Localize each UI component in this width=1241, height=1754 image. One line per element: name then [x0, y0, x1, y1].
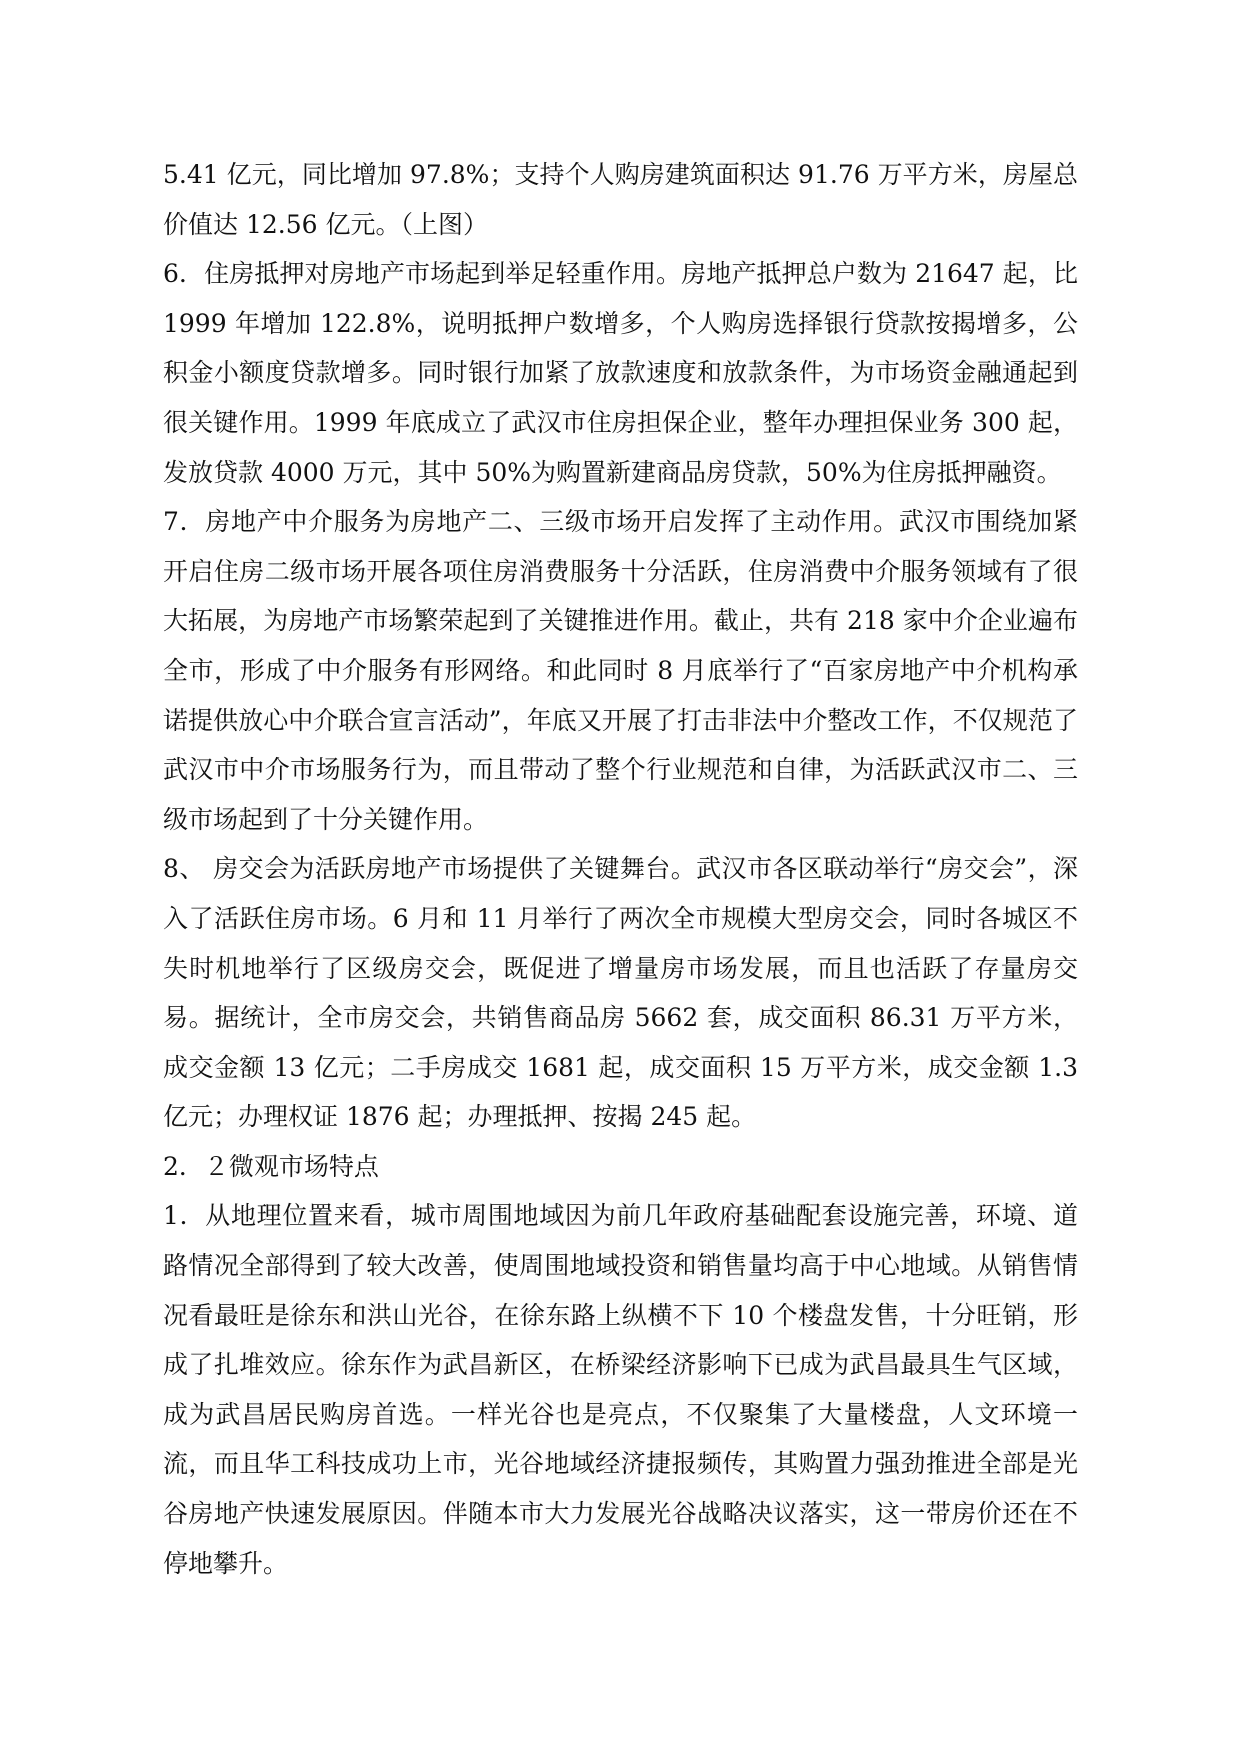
- section-heading: 2．２微观市场特点: [163, 1151, 379, 1181]
- paragraph-loan-summary: 5.41 亿元，同比增加 97.8%；支持个人购房建筑面积达 91.76 万平方米，房屋总价值达 12.56 亿元。（上图）: [163, 160, 1078, 239]
- document-page: [163, 150, 1078, 1588]
- paragraph-agency-services: 7．房地产中介服务为房地产二、三级市场开启发挥了主动作用。武汉市围绕加紧开启住房二级市场开展各项住房消费服务十分活跃，住房消费中介服务领域有了很大拓展，为房地产市场繁荣起到了关键推进作用。截止，共有 218 家中介企业遍布全市，形成了中介服务有形网络。和此同时 8 月底举行了“百家房地产中介机构承诺提供放心中介联合宣言活动”，年底又开展了打击非法中介整改工作，不仅规范了武汉市中介市场服务行为，而且带动了整个行业规范和自律，为活跃武汉市二、三级市场起到了十分关键作用。: [163, 507, 1078, 834]
- paragraph-mortgage: 6．住房抵押对房地产市场起到举足轻重作用。房地产抵押总户数为 21647 起，比 1999 年增加 122.8%，说明抵押户数增多，个人购房选择银行贷款按揭增多，公积金小额度贷款增多。同时银行加紧了放款速度和放款条件，为市场资金融通起到很关键作用。1999 年底成立了武汉市住房担保企业，整年办理担保业务 300 起，发放贷款 4000 万元，其中 50%为购置新建商品房贷款，50%为住房抵押融资。: [163, 259, 1078, 487]
- paragraph-housing-fair: 8、 房交会为活跃房地产市场提供了关键舞台。武汉市各区联动举行“房交会”，深入了活跃住房市场。6 月和 11 月举行了两次全市规模大型房交会，同时各城区不失时机地举行了区级房交会，既促进了增量房市场发展，而且也活跃了存量房交易。据统计，全市房交会，共销售商品房 5662 套，成交面积 86.31 万平方米，成交金额 13 亿元；二手房成交 1681 起，成交面积 15 万平方米，成交金额 1.3 亿元；办理权证 1876 起；办理抵押、按揭 245 起。: [163, 854, 1078, 1132]
- paragraph-geography: 1．从地理位置来看，城市周围地域因为前几年政府基础配套设施完善，环境、道路情况全部得到了较大改善，使周围地域投资和销售量均高于中心地域。从销售情况看最旺是徐东和洪山光谷，在徐东路上纵横不下 10 个楼盘发售，十分旺销，形成了扎堆效应。徐东作为武昌新区，在桥梁经济影响下已成为武昌最具生气区域，成为武昌居民购房首选。一样光谷也是亮点，不仅聚集了大量楼盘，人文环境一流，而且华工科技成功上市，光谷地域经济捷报频传，其购置力强劲推进全部是光谷房地产快速发展原因。伴随本市大力发展光谷战略决议落实，这一带房价还在不停地攀升。: [163, 1201, 1078, 1578]
